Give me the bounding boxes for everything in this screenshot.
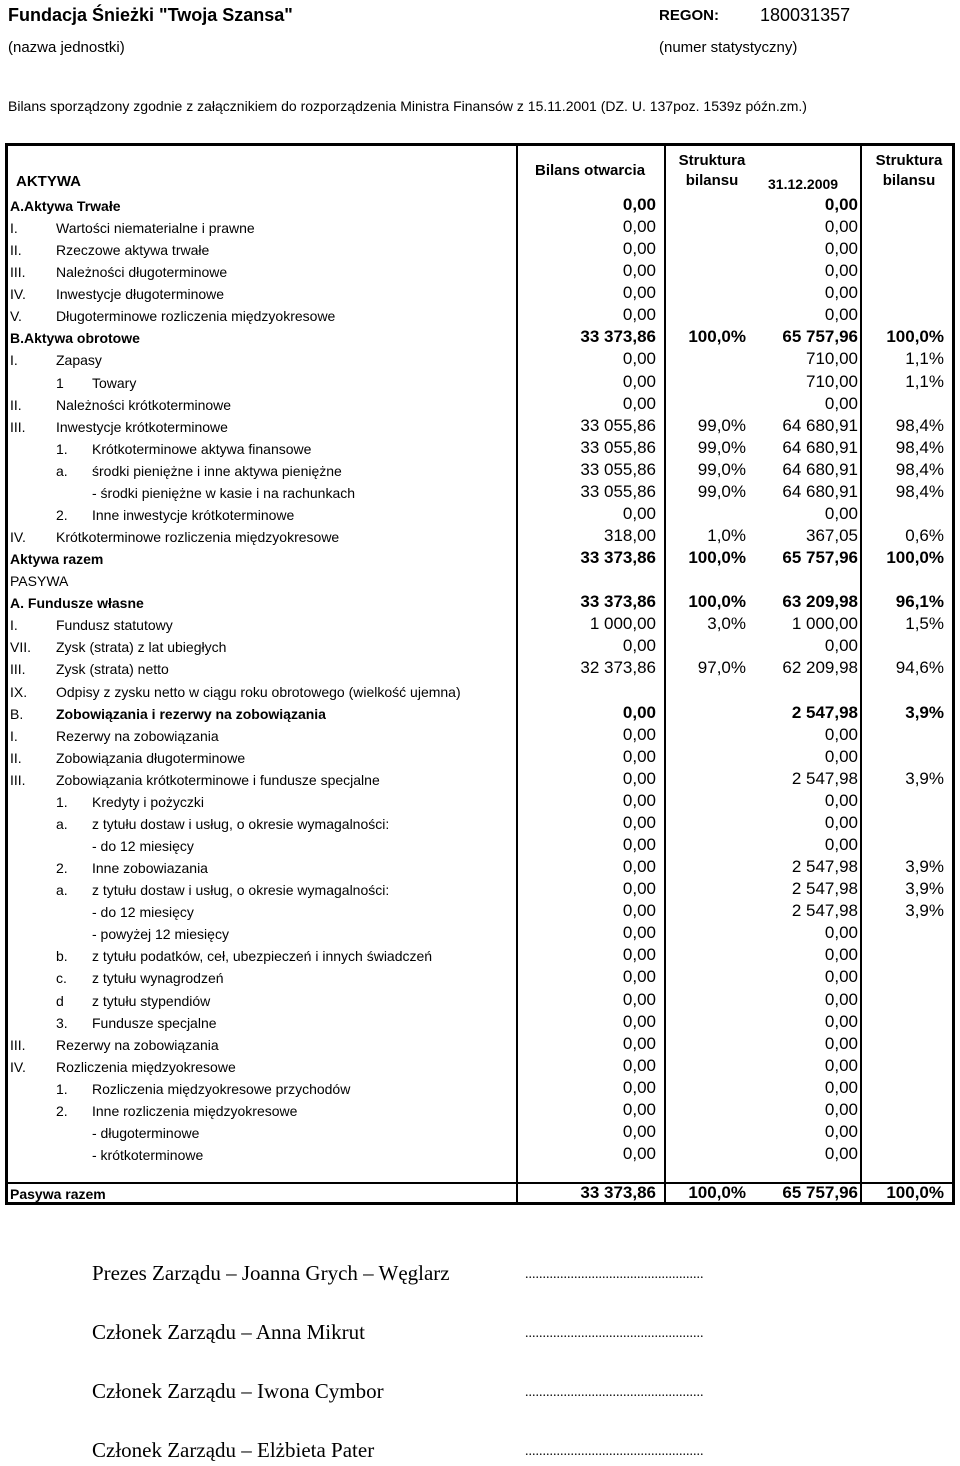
value-opening: 0,00 <box>622 923 656 943</box>
row-label: z tytułu wynagrodzeń <box>92 970 224 987</box>
row-label: Inne inwestycje krótkoterminowe <box>92 506 295 523</box>
structure-closing: 3,9% <box>905 901 944 921</box>
column-divider <box>516 146 518 1202</box>
total-structure-opening: 100,0% <box>688 1183 746 1202</box>
value-closing: 64 680,91 <box>782 481 858 501</box>
row-number: II. <box>10 396 22 413</box>
structure-closing: 98,4% <box>895 459 944 479</box>
row-label: Zobowiązania długoterminowe <box>56 749 246 766</box>
value-opening: 33 055,86 <box>580 437 656 457</box>
value-opening: 0,00 <box>622 879 656 899</box>
row-number: a. <box>56 882 68 899</box>
structure-closing: 98,4% <box>895 437 944 457</box>
row-label: z tytułu dostaw i usług, o okresie wymagalności: <box>92 815 390 832</box>
value-closing: 0,00 <box>824 239 858 259</box>
column-header-bilansu-1: bilansu <box>685 172 739 189</box>
row-label: - krótkoterminowe <box>92 1147 204 1163</box>
value-opening: 0,00 <box>622 217 656 237</box>
balance-sheet-table <box>5 143 955 1205</box>
value-opening: 0,00 <box>622 1055 656 1075</box>
value-closing: 0,00 <box>824 746 858 766</box>
row-label: - do 12 miesięcy <box>92 838 194 855</box>
row-number: 2. <box>56 1102 68 1119</box>
value-closing: 0,00 <box>824 1033 858 1053</box>
row-label: Zysk (strata) netto <box>56 661 169 678</box>
row-label: Inwestycje długoterminowe <box>56 286 225 303</box>
row-number: III. <box>10 1036 26 1053</box>
structure-opening: 3,0% <box>707 614 746 634</box>
value-opening: 0,00 <box>622 989 656 1009</box>
value-closing: 0,00 <box>824 1144 858 1163</box>
structure-closing: 100,0% <box>886 548 944 568</box>
column-header-bilans-otwarcia: Bilans otwarcia <box>535 162 646 179</box>
structure-closing: 1,1% <box>905 371 944 391</box>
value-closing: 0,00 <box>824 945 858 965</box>
value-closing: 2 547,98 <box>791 879 858 899</box>
signature-line: ................................................... <box>525 1444 704 1459</box>
signature-role: Prezes Zarządu – Joanna Grych – Węglarz <box>92 1261 450 1285</box>
value-closing: 0,00 <box>824 989 858 1009</box>
value-opening: 0,00 <box>622 239 656 259</box>
structure-opening: 100,0% <box>688 592 746 612</box>
total-label: Pasywa razem <box>10 1186 106 1202</box>
value-closing: 65 757,96 <box>782 327 858 347</box>
value-closing: 64 680,91 <box>782 459 858 479</box>
value-opening: 0,00 <box>622 349 656 369</box>
row-label: Rozliczenia międzyokresowe <box>56 1058 236 1075</box>
value-opening: 0,00 <box>622 967 656 987</box>
value-opening: 0,00 <box>622 636 656 656</box>
value-opening: 0,00 <box>622 1077 656 1097</box>
row-number: III. <box>10 264 26 281</box>
row-number: 2. <box>56 506 68 523</box>
structure-closing: 3,9% <box>905 857 944 877</box>
structure-closing: 1,1% <box>905 349 944 369</box>
value-closing: 64 680,91 <box>782 415 858 435</box>
legal-basis: Bilans sporządzony zgodnie z załącznikiem do rozporządzenia Ministra Finansów z 15.11.2001 (DZ. U. 137poz. 1539z późn.zm.) <box>8 98 807 114</box>
value-opening: 33 055,86 <box>580 415 656 435</box>
row-label: Aktywa razem <box>10 551 104 568</box>
row-number: B. <box>10 705 24 722</box>
column-header-bilansu-2: bilansu <box>882 172 936 189</box>
signature-line: ................................................... <box>525 1267 704 1282</box>
row-label: Zysk (strata) z lat ubiegłych <box>56 639 227 656</box>
row-label: - powyżej 12 miesięcy <box>92 926 229 943</box>
structure-opening: 100,0% <box>688 327 746 347</box>
total-value-opening: 33 373,86 <box>580 1183 656 1202</box>
value-closing: 0,00 <box>824 503 858 523</box>
structure-opening: 100,0% <box>688 548 746 568</box>
structure-closing: 98,4% <box>895 415 944 435</box>
value-closing: 710,00 <box>806 349 858 369</box>
value-closing: 0,00 <box>824 1077 858 1097</box>
value-closing: 710,00 <box>806 371 858 391</box>
value-closing: 64 680,91 <box>782 437 858 457</box>
row-label: Inne rozliczenia międzyokresowe <box>92 1102 298 1119</box>
signature-role: Członek Zarządu – Iwona Cymbor <box>92 1379 384 1403</box>
value-closing: 0,00 <box>824 261 858 281</box>
structure-closing: 3,9% <box>905 879 944 899</box>
column-header-aktywa: AKTYWA <box>16 173 81 190</box>
row-number: a. <box>56 462 68 479</box>
value-opening: 0,00 <box>622 812 656 832</box>
value-closing: 63 209,98 <box>782 592 858 612</box>
value-closing: 62 209,98 <box>782 658 858 678</box>
row-number: I. <box>10 617 18 634</box>
value-closing: 0,00 <box>824 812 858 832</box>
value-opening: 0,00 <box>622 768 656 788</box>
value-opening: 0,00 <box>622 1099 656 1119</box>
row-label: Inne zobowiazania <box>92 860 208 877</box>
signature-line: ................................................... <box>525 1385 704 1400</box>
value-opening: 0,00 <box>622 393 656 413</box>
row-number: b. <box>56 948 68 965</box>
row-label: - do 12 miesięcy <box>92 904 194 921</box>
organization-name: Fundacja Śnieżki "Twoja Szansa" <box>8 5 293 25</box>
row-label: Zapasy <box>56 352 102 369</box>
row-label: B.Aktywa obrotowe <box>10 330 140 347</box>
value-closing: 0,00 <box>824 636 858 656</box>
regon-label: REGON: <box>659 7 719 24</box>
value-opening: 32 373,86 <box>580 658 656 678</box>
value-closing: 0,00 <box>824 967 858 987</box>
row-label: Należności długoterminowe <box>56 264 228 281</box>
row-label: Należności krótkoterminowe <box>56 396 232 413</box>
structure-closing: 96,1% <box>895 592 944 612</box>
row-number: 1. <box>56 1080 68 1097</box>
row-number: III. <box>10 418 26 435</box>
structure-closing: 3,9% <box>905 768 944 788</box>
row-number: I. <box>10 352 18 369</box>
value-closing: 2 547,98 <box>791 702 858 722</box>
structure-opening: 99,0% <box>697 437 746 457</box>
structure-closing: 100,0% <box>886 327 944 347</box>
value-opening: 33 373,86 <box>580 327 656 347</box>
value-closing: 2 547,98 <box>791 768 858 788</box>
row-number: IX. <box>10 683 28 700</box>
row-number: VII. <box>10 639 32 656</box>
value-opening: 0,00 <box>622 945 656 965</box>
value-closing: 65 757,96 <box>782 548 858 568</box>
value-closing: 0,00 <box>824 1121 858 1141</box>
value-opening: 1 000,00 <box>589 614 656 634</box>
value-opening: 0,00 <box>622 305 656 325</box>
structure-opening: 99,0% <box>697 481 746 501</box>
row-number: 3. <box>56 1014 68 1031</box>
total-value-closing: 65 757,96 <box>782 1183 858 1202</box>
value-opening: 0,00 <box>622 702 656 722</box>
signature-line: ................................................... <box>525 1326 704 1341</box>
value-closing: 0,00 <box>824 305 858 325</box>
value-opening: 33 055,86 <box>580 481 656 501</box>
statistical-number-note: (numer statystyczny) <box>659 39 798 56</box>
structure-opening: 99,0% <box>697 459 746 479</box>
value-closing: 2 547,98 <box>791 857 858 877</box>
structure-opening: 1,0% <box>707 526 746 546</box>
structure-closing: 0,6% <box>905 526 944 546</box>
value-closing: 0,00 <box>824 393 858 413</box>
row-number: 2. <box>56 860 68 877</box>
column-header-struktura-1: Struktura <box>678 152 746 169</box>
value-closing: 0,00 <box>824 1099 858 1119</box>
row-label: Zobowiązania krótkoterminowe i fundusze specjalne <box>56 771 380 788</box>
value-opening: 0,00 <box>622 724 656 744</box>
structure-closing: 98,4% <box>895 481 944 501</box>
value-opening: 0,00 <box>622 835 656 855</box>
row-label: Odpisy z zysku netto w ciągu roku obrotowego (wielkość ujemna) <box>56 683 461 700</box>
value-closing: 0,00 <box>824 217 858 237</box>
value-opening: 0,00 <box>622 1144 656 1163</box>
row-label: Krótkoterminowe rozliczenia międzyokresowe <box>56 529 340 546</box>
row-label: Fundusze specjalne <box>92 1014 217 1031</box>
value-closing: 0,00 <box>824 923 858 943</box>
value-opening: 33 373,86 <box>580 548 656 568</box>
value-opening: 0,00 <box>622 371 656 391</box>
row-label: z tytułu stypendiów <box>92 992 211 1009</box>
column-divider <box>664 146 666 1202</box>
row-label: A.Aktywa Trwałe <box>10 198 121 214</box>
column-header-struktura-2: Struktura <box>875 152 943 169</box>
value-closing: 0,00 <box>824 195 858 214</box>
row-number: I. <box>10 220 18 237</box>
total-structure-closing: 100,0% <box>886 1183 944 1202</box>
row-label: Długoterminowe rozliczenia międzyokresowe <box>56 308 336 325</box>
row-number: 1. <box>56 440 68 457</box>
row-number: II. <box>10 242 22 259</box>
structure-closing: 1,5% <box>905 614 944 634</box>
signature-role: Członek Zarządu – Anna Mikrut <box>92 1320 365 1344</box>
value-opening: 318,00 <box>604 526 656 546</box>
row-label: Rzeczowe aktywa trwałe <box>56 242 210 259</box>
value-closing: 0,00 <box>824 790 858 810</box>
value-opening: 0,00 <box>622 1121 656 1141</box>
row-label: Rezerwy na zobowiązania <box>56 727 219 744</box>
value-opening: 0,00 <box>622 195 656 214</box>
row-label: Krótkoterminowe aktywa finansowe <box>92 440 312 457</box>
row-number: III. <box>10 661 26 678</box>
row-number: d <box>56 992 64 1009</box>
section-heading: PASYWA <box>10 573 69 590</box>
value-opening: 0,00 <box>622 283 656 303</box>
row-label: A. Fundusze własne <box>10 595 144 612</box>
row-label: z tytułu dostaw i usług, o okresie wymagalności: <box>92 882 390 899</box>
structure-closing: 3,9% <box>905 702 944 722</box>
value-opening: 0,00 <box>622 901 656 921</box>
value-closing: 0,00 <box>824 1055 858 1075</box>
unit-name-note: (nazwa jednostki) <box>8 39 125 56</box>
structure-opening: 97,0% <box>697 658 746 678</box>
value-closing: 367,05 <box>806 526 858 546</box>
value-opening: 33 373,86 <box>580 592 656 612</box>
row-label: Fundusz statutowy <box>56 617 173 634</box>
value-opening: 0,00 <box>622 1033 656 1053</box>
row-label: Kredyty i pożyczki <box>92 793 205 810</box>
signature-role: Członek Zarządu – Elżbieta Pater <box>92 1438 375 1462</box>
row-number: c. <box>56 970 67 987</box>
value-opening: 0,00 <box>622 746 656 766</box>
row-label: - długoterminowe <box>92 1124 200 1141</box>
value-closing: 0,00 <box>824 724 858 744</box>
row-number: II. <box>10 749 22 766</box>
value-closing: 1 000,00 <box>791 614 858 634</box>
row-number: IV. <box>10 529 26 546</box>
row-label: Rozliczenia międzyokresowe przychodów <box>92 1080 351 1097</box>
value-opening: 0,00 <box>622 503 656 523</box>
row-label: - środki pieniężne w kasie i na rachunkach <box>92 484 356 501</box>
value-closing: 0,00 <box>824 1011 858 1031</box>
row-label: Wartości niematerialne i prawne <box>56 220 255 237</box>
regon-value: 180031357 <box>760 5 851 25</box>
row-label: środki pieniężne i inne aktywa pieniężne <box>92 462 342 479</box>
row-label: Inwestycje krótkoterminowe <box>56 418 228 435</box>
row-label: Rezerwy na zobowiązania <box>56 1036 219 1053</box>
value-closing: 0,00 <box>824 835 858 855</box>
row-number: IV. <box>10 286 26 303</box>
value-closing: 2 547,98 <box>791 901 858 921</box>
value-opening: 0,00 <box>622 1011 656 1031</box>
structure-closing: 94,6% <box>895 658 944 678</box>
value-opening: 0,00 <box>622 790 656 810</box>
row-number: IV. <box>10 1058 26 1075</box>
row-number: 1. <box>56 793 68 810</box>
column-divider <box>860 146 862 1202</box>
row-number: V. <box>10 308 22 325</box>
column-header-date: 31.12.2009 <box>768 176 839 192</box>
row-label: z tytułu podatków, ceł, ubezpieczeń i innych świadczeń <box>92 948 433 965</box>
row-number: a. <box>56 815 68 832</box>
value-opening: 0,00 <box>622 261 656 281</box>
row-label: Zobowiązania i rezerwy na zobowiązania <box>56 705 326 722</box>
row-number: I. <box>10 727 18 744</box>
row-number: III. <box>10 771 26 788</box>
value-closing: 0,00 <box>824 283 858 303</box>
value-opening: 33 055,86 <box>580 459 656 479</box>
row-number: 1 <box>56 374 64 391</box>
value-opening: 0,00 <box>622 857 656 877</box>
structure-opening: 99,0% <box>697 415 746 435</box>
row-label: Towary <box>92 374 137 391</box>
